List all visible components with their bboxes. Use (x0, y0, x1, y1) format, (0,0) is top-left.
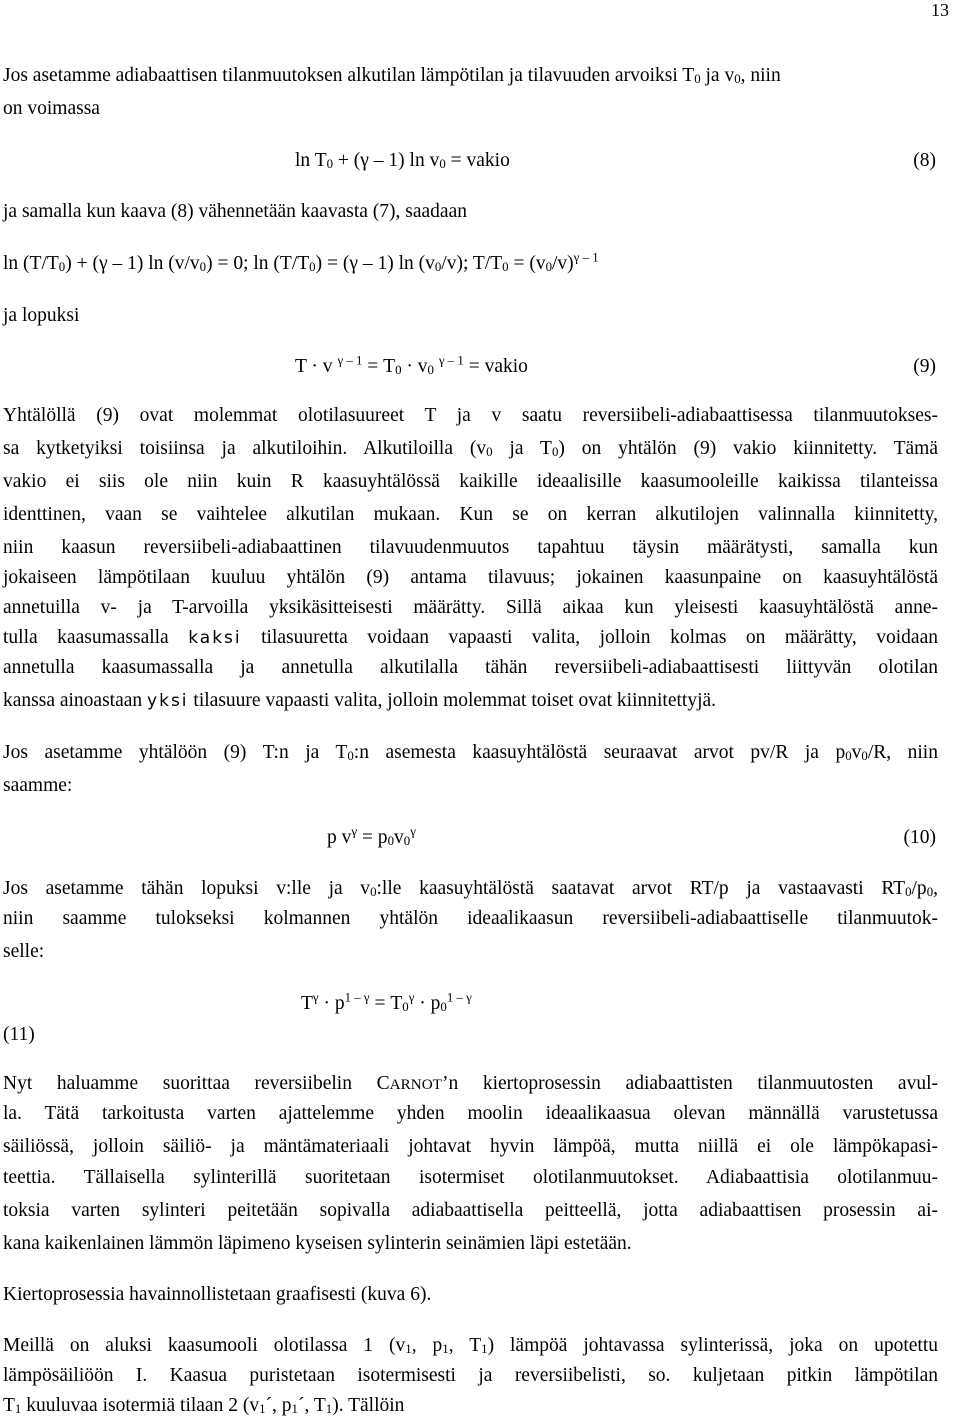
para5-line-2: la. Tätä tarkoitusta varten ajattelemme yhden moolin ideaalikaasua olevan männällä varustetussa (3, 1103, 938, 1124)
para4-line-1: Jos asetamme tähän lopuksi v:lle ja $v_0:lle$ kaasuyhtälöstä saatavat arvot RT/p ja vastaavasti $RT_0/p_0$, (3, 878, 938, 899)
para6-line-1: Kiertoprosessia havainnollistetaan graafisesti (kuva 6). (3, 1284, 432, 1305)
equation-8: $\ln T_0 + (\gamma - 1)$ $\ln v_0$ = vakio (295, 150, 510, 171)
para7-line-3: $T_1$ kuuluvaa isotermiä tilaan 2 ($v_1´$, $p_1´$, $T_1$). Tällöin (3, 1395, 405, 1416)
para2-line-2: sa kytketyiksi toisiinsa ja alkutiloihin. Alkutiloilla ($v_0$ ja $T_0$) on yhtälön (9) vakio kiinnitetty. Tämä (3, 438, 938, 459)
para2-line-9: annetulla kaasumassalla ja annetulla alkutilalla tähän reversiibeli-adiabaattisesti liittyvän olotilan (3, 657, 938, 678)
intro-line-2: on voimassa (3, 98, 100, 119)
para2-line-10: kanssa ainoastaan yksi tilasuure vapaasti valita, jolloin molemmat toiset ovat kiinnitettyjä. (3, 690, 717, 711)
page-number: 13 (931, 0, 949, 20)
equation-10-number: (10) (903, 827, 936, 848)
equation-8-number: (8) (913, 150, 936, 171)
para2-line-5: niin kaasun reversiibeli-adiabaattinen tilavuudenmuutos tapahtuu täysin määrätysti, samalla kun (3, 537, 938, 558)
para7-line-1: Meillä on aluksi kaasumooli olotilassa 1 ($v_1$, $p_1$, $T_1$) lämpöä johtavassa sylinterissä, joka on upotettu (3, 1335, 939, 1356)
equation-11-number: (11) (3, 1024, 35, 1045)
para5-line-5: toksia varten sylinteri peitetään sopivalla adiabaattisella peitteellä, jotta adiabaattisen prosessin ai- (3, 1200, 938, 1221)
para2-line-3: vakio ei siis ole niin kuin R kaasuyhtälössä kaikille ideaalisille kaasumooleille kaikissa tilanteissa (3, 471, 938, 492)
text-lopuksi: ja lopuksi (3, 305, 80, 326)
equation-10: p $v^\gamma = p_0v_0^\gamma$ (327, 824, 416, 848)
para2-line-8: tulla kaasumassalla kaksi tilasuuretta voidaan vapaasti valita, jolloin kolmas on määrätty, voidaan (3, 627, 938, 648)
intro-line-1: Jos asetamme adiabaattisen tilanmuutoksen alkutilan lämpötilan ja tilavuuden arvoiksi $T_0$ ja $v_0$, niin (3, 65, 781, 86)
equation-11: $T^\gamma \cdot p^{1 - \gamma} = T_0^\gamma \cdot p_0^{1 - \gamma}$ (301, 990, 472, 1014)
para2-line-1: Yhtälöllä (9) ovat molemmat olotilasuureet T ja v saatu reversiibeli-adiabaattisessa tilanmuutokses- (3, 405, 938, 426)
para2-line-4: identtinen, vaan se vaihtelee alkutilan mukaan. Kun se on kerran alkutilojen valinnalla kiinnitetty, (3, 504, 938, 525)
para3-line-2: saamme: (3, 775, 73, 796)
text-samalla: ja samalla kun kaava (8) vähennetään kaavasta (7), saadaan (3, 201, 467, 222)
para4-line-3: selle: (3, 941, 45, 962)
para5-line-1: Nyt haluamme suorittaa reversiibelin CARNOT’n kiertoprosessin adiabaattisten tilanmuutosten avul- (3, 1073, 938, 1094)
equation-9: T · v $^{\gamma - 1} = T_0 \cdot v_0$ $^{\gamma - 1}$ = vakio (295, 353, 528, 377)
equation-derivation: $\ln (T/T_0) + (\gamma - 1)$ $\ln (v/v_0) = 0$; $\ln (T/T_0) = (\gamma - 1)$ $\ln (v_0/v)$; $T/T_0 = (v_0/v)^{\gamma - 1}$ (3, 250, 599, 274)
para4-line-2: niin saamme tulokseksi kolmannen yhtälön ideaalikaasun reversiibeli-adiabaattiselle tilanmuutok- (3, 908, 938, 929)
equation-9-number: (9) (913, 356, 936, 377)
para2-line-7: annetuilla v- ja T-arvoilla yksikäsitteisesti määrätty. Sillä aikaa kun yleisesti kaasuyhtälöstä anne- (3, 597, 938, 618)
para3-line-1: Jos asetamme yhtälöön (9) T:n ja $T_0:n$ asemesta kaasuyhtälöstä seuraavat arvot pv/R ja $p_0v_0/R$, niin (3, 742, 938, 763)
para5-line-6: kana kaikenlainen lämmön läpimeno kyseisen sylinterin seinämien läpi estetään. (3, 1233, 632, 1254)
para2-line-6: jokaiseen lämpötilaan kuuluu yhtälön (9) antama tilavuus; jokainen kaasunpaine on kaasuyhtälöstä (3, 567, 938, 588)
para7-line-2: lämpösäiliöön I. Kaasua puristetaan isotermisesti ja reversiibelisti, so. kuljetaan pitkin lämpötilan (3, 1365, 938, 1386)
para5-line-3: säiliössä, jolloin säiliö- ja mäntämateriaali johtavat hyvin lämpöä, mutta niillä ei ole lämpökapasi- (3, 1136, 938, 1157)
para5-line-4: teettia. Tällaisella sylinterillä suoritetaan isotermiset olotilanmuutokset. Adiabaattisia olotilanmuu- (3, 1167, 938, 1188)
